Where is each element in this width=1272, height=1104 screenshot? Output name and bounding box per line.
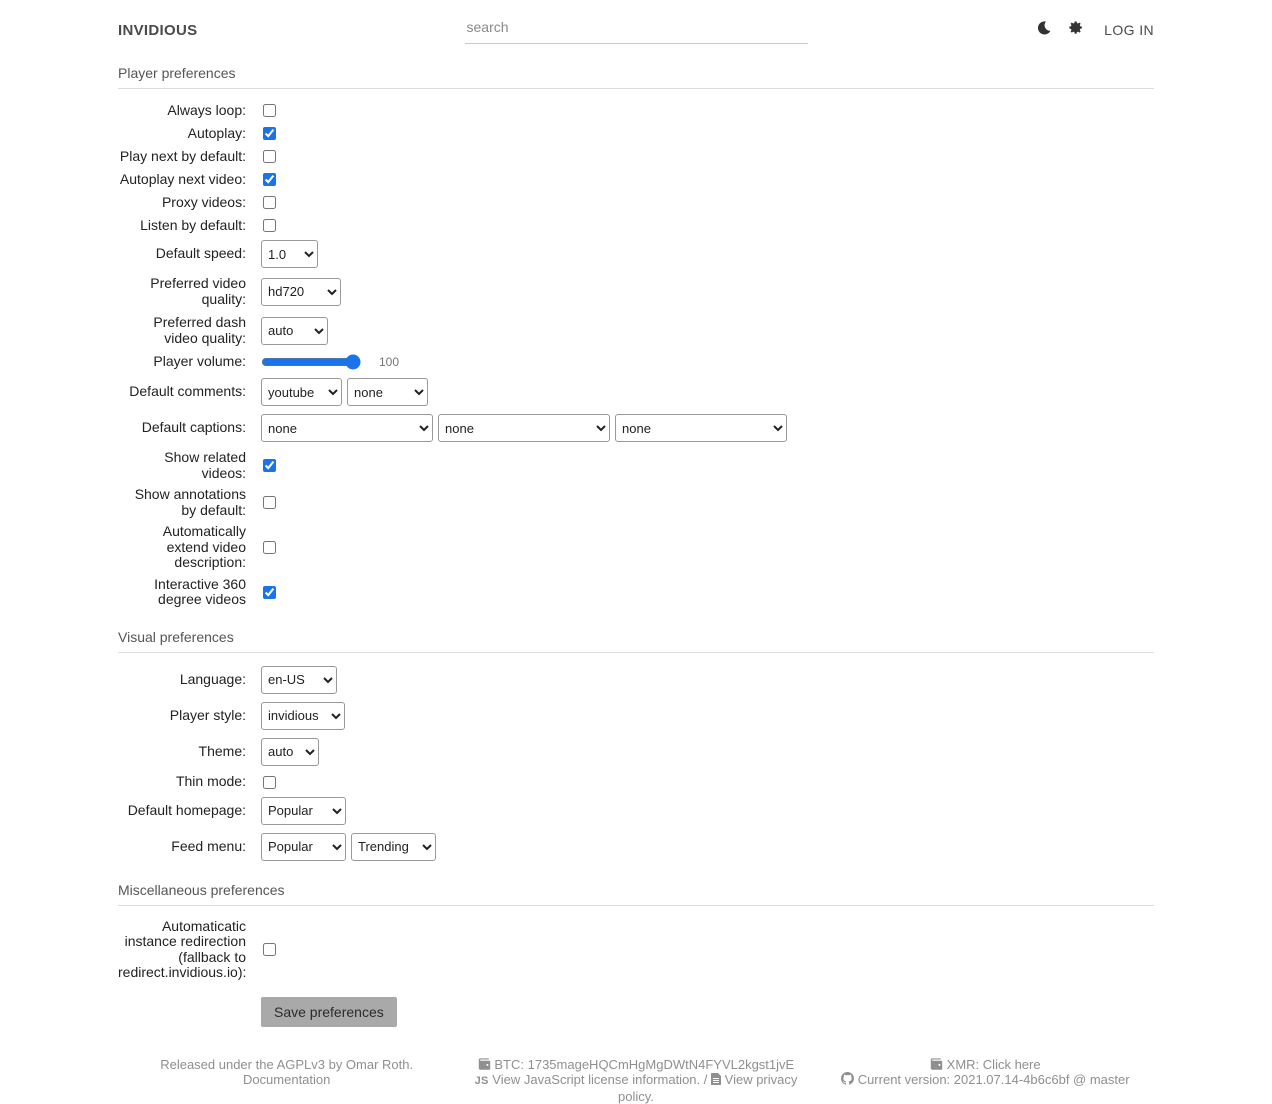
section-title: Miscellaneous preferences <box>118 881 285 898</box>
autoplay-next-video-checkbox[interactable] <box>263 173 276 186</box>
privacy-policy-link[interactable]: View privacy policy. <box>618 1071 798 1104</box>
form-row <box>118 577 1154 608</box>
default-homepage-select[interactable] <box>261 797 346 825</box>
form-row <box>118 833 1154 861</box>
header-actions <box>1036 20 1154 40</box>
default-comments-select-1[interactable] <box>261 378 342 406</box>
form-row <box>118 414 1154 442</box>
section-title: Visual preferences <box>118 628 234 645</box>
version-text: Current version: 2021.07.14-4b6c6bf @ master <box>857 1071 1130 1087</box>
player-volume-value: 100 <box>379 355 400 369</box>
field-label: Automatically extend video description: <box>162 523 246 570</box>
field-label: Language: <box>179 670 246 687</box>
preferred-video-quality-select[interactable] <box>261 278 341 306</box>
field-controls <box>261 774 278 791</box>
field-label: Autoplay next video: <box>119 170 246 187</box>
thin-mode-checkbox[interactable] <box>263 776 276 789</box>
top-navbar <box>118 0 1154 44</box>
feed-menu-select-1[interactable] <box>261 833 346 861</box>
default-speed-select[interactable] <box>261 240 318 268</box>
field-label: Preferred dash video quality: <box>153 314 246 346</box>
preferred-dash-video-quality-select[interactable] <box>261 317 328 345</box>
field-controls <box>261 666 337 694</box>
preferences-form <box>118 65 1154 1027</box>
form-row <box>118 487 1154 518</box>
field-controls <box>261 217 278 234</box>
field-controls <box>261 102 278 119</box>
form-row <box>118 240 1154 268</box>
default-comments-select-2[interactable] <box>347 378 428 406</box>
field-label: Show annotations by default: <box>134 486 246 518</box>
form-row <box>118 738 1154 766</box>
field-controls <box>261 584 278 601</box>
default-captions-select-1[interactable] <box>261 414 433 442</box>
extend-video-description-checkbox[interactable] <box>263 541 276 554</box>
play-next-by-default-checkbox[interactable] <box>263 150 276 163</box>
license-text: Released under the AGPLv3 by Omar Roth. <box>160 1056 414 1072</box>
gear-icon <box>1068 20 1083 40</box>
brand-logo[interactable]: INVIDIOUS <box>118 21 198 39</box>
xmr-label: XMR: <box>946 1056 980 1072</box>
log-in-link[interactable]: LOG IN <box>1104 22 1154 38</box>
btc-line <box>467 1057 804 1072</box>
field-label: Preferred video quality: <box>150 275 246 307</box>
documentation-link[interactable]: Documentation <box>242 1071 331 1087</box>
form-row <box>118 666 1154 694</box>
form-row <box>118 997 1154 1027</box>
show-related-videos-checkbox[interactable] <box>263 459 276 472</box>
field-controls <box>261 317 328 345</box>
field-controls <box>261 378 428 406</box>
form-row <box>118 125 1154 142</box>
field-controls <box>261 240 318 268</box>
moon-icon <box>1036 20 1051 40</box>
form-row <box>118 148 1154 165</box>
javascript-license-link[interactable]: View JavaScript license information. <box>492 1071 701 1087</box>
language-select[interactable] <box>261 666 337 694</box>
field-controls <box>261 278 341 306</box>
form-row <box>118 919 1154 981</box>
field-label: Proxy videos: <box>161 193 246 210</box>
field-controls <box>261 494 278 511</box>
section-title: Player preferences <box>118 65 236 81</box>
autoplay-checkbox[interactable] <box>263 127 276 140</box>
show-annotations-by-default-checkbox[interactable] <box>263 496 276 509</box>
form-row <box>118 171 1154 188</box>
field-controls <box>261 797 346 825</box>
wallet-icon <box>930 1057 943 1072</box>
section-divider <box>118 652 1154 653</box>
field-label: Automaticatic instance redirection (fallback to redirect.invidious.io): <box>118 917 247 980</box>
field-controls <box>261 833 436 861</box>
field-controls <box>261 941 278 958</box>
form-row <box>118 102 1154 119</box>
interactive-360-videos-checkbox[interactable] <box>263 586 276 599</box>
page-container <box>118 0 1154 1104</box>
field-label: Always loop: <box>167 101 246 118</box>
form-row <box>118 378 1154 406</box>
field-controls <box>261 702 345 730</box>
field-controls <box>261 148 278 165</box>
version-line <box>817 1072 1154 1087</box>
field-label: Show related videos: <box>164 449 246 481</box>
proxy-videos-checkbox[interactable] <box>263 196 276 209</box>
form-row <box>118 217 1154 234</box>
field-controls <box>261 194 278 211</box>
field-label: Player style: <box>169 706 246 723</box>
form-row <box>118 702 1154 730</box>
field-controls <box>261 997 397 1027</box>
footer-center-column <box>467 1057 804 1104</box>
page-footer <box>118 1057 1154 1104</box>
field-label: Autoplay: <box>187 124 246 141</box>
field-label: Default comments: <box>129 383 246 400</box>
footer-right-column <box>817 1057 1154 1104</box>
preferences-link[interactable] <box>1068 20 1083 40</box>
document-icon <box>711 1072 721 1087</box>
default-captions-select-2[interactable] <box>438 414 610 442</box>
field-label: Listen by default: <box>140 216 246 233</box>
field-label: Theme: <box>198 742 246 759</box>
search-input[interactable] <box>465 16 808 44</box>
form-row <box>118 315 1154 346</box>
form-row <box>118 774 1154 791</box>
listen-by-default-checkbox[interactable] <box>263 219 276 232</box>
form-row <box>118 450 1154 481</box>
github-icon <box>841 1072 854 1087</box>
field-controls <box>261 457 278 474</box>
player-style-select[interactable] <box>261 702 345 730</box>
field-controls <box>261 539 278 556</box>
licenses-line <box>467 1072 804 1104</box>
player-volume-slider[interactable] <box>261 354 361 370</box>
save-preferences-button[interactable]: Save preferences <box>261 997 397 1027</box>
btc-address: BTC: 1735mageHQCmHgMgDWtN4FYVL2kgst1jvE <box>494 1056 795 1072</box>
field-label: Default homepage: <box>127 801 246 818</box>
field-label: Default captions: <box>141 419 246 436</box>
dark-mode-toggle[interactable] <box>1036 20 1051 40</box>
wallet-icon <box>478 1057 491 1072</box>
section-divider <box>118 905 1154 906</box>
field-controls <box>261 354 399 370</box>
field-label: Default speed: <box>155 245 246 262</box>
field-label: Player volume: <box>153 353 246 370</box>
field-label: Thin mode: <box>175 773 246 790</box>
field-controls <box>261 414 787 442</box>
form-row <box>118 354 1154 370</box>
field-label: Interactive 360 degree videos <box>154 575 246 607</box>
always-loop-checkbox[interactable] <box>263 104 276 117</box>
xmr-line <box>817 1057 1154 1072</box>
default-captions-select-3[interactable] <box>615 414 787 442</box>
field-controls <box>261 125 278 142</box>
instance-redirection-checkbox[interactable] <box>263 943 276 956</box>
feed-menu-select-2[interactable] <box>351 833 436 861</box>
form-row <box>118 276 1154 307</box>
field-controls <box>261 171 278 188</box>
form-row <box>118 524 1154 571</box>
section-divider <box>118 88 1154 89</box>
field-controls <box>261 738 319 766</box>
form-row <box>118 797 1154 825</box>
field-label: Play next by default: <box>119 147 246 164</box>
xmr-link[interactable]: Click here <box>982 1056 1041 1072</box>
form-row <box>118 194 1154 211</box>
footer-left-column <box>118 1057 455 1104</box>
js-icon: JS <box>474 1074 489 1087</box>
theme-select[interactable] <box>261 738 319 766</box>
separator: / <box>703 1071 708 1087</box>
field-label: Feed menu: <box>171 837 246 854</box>
